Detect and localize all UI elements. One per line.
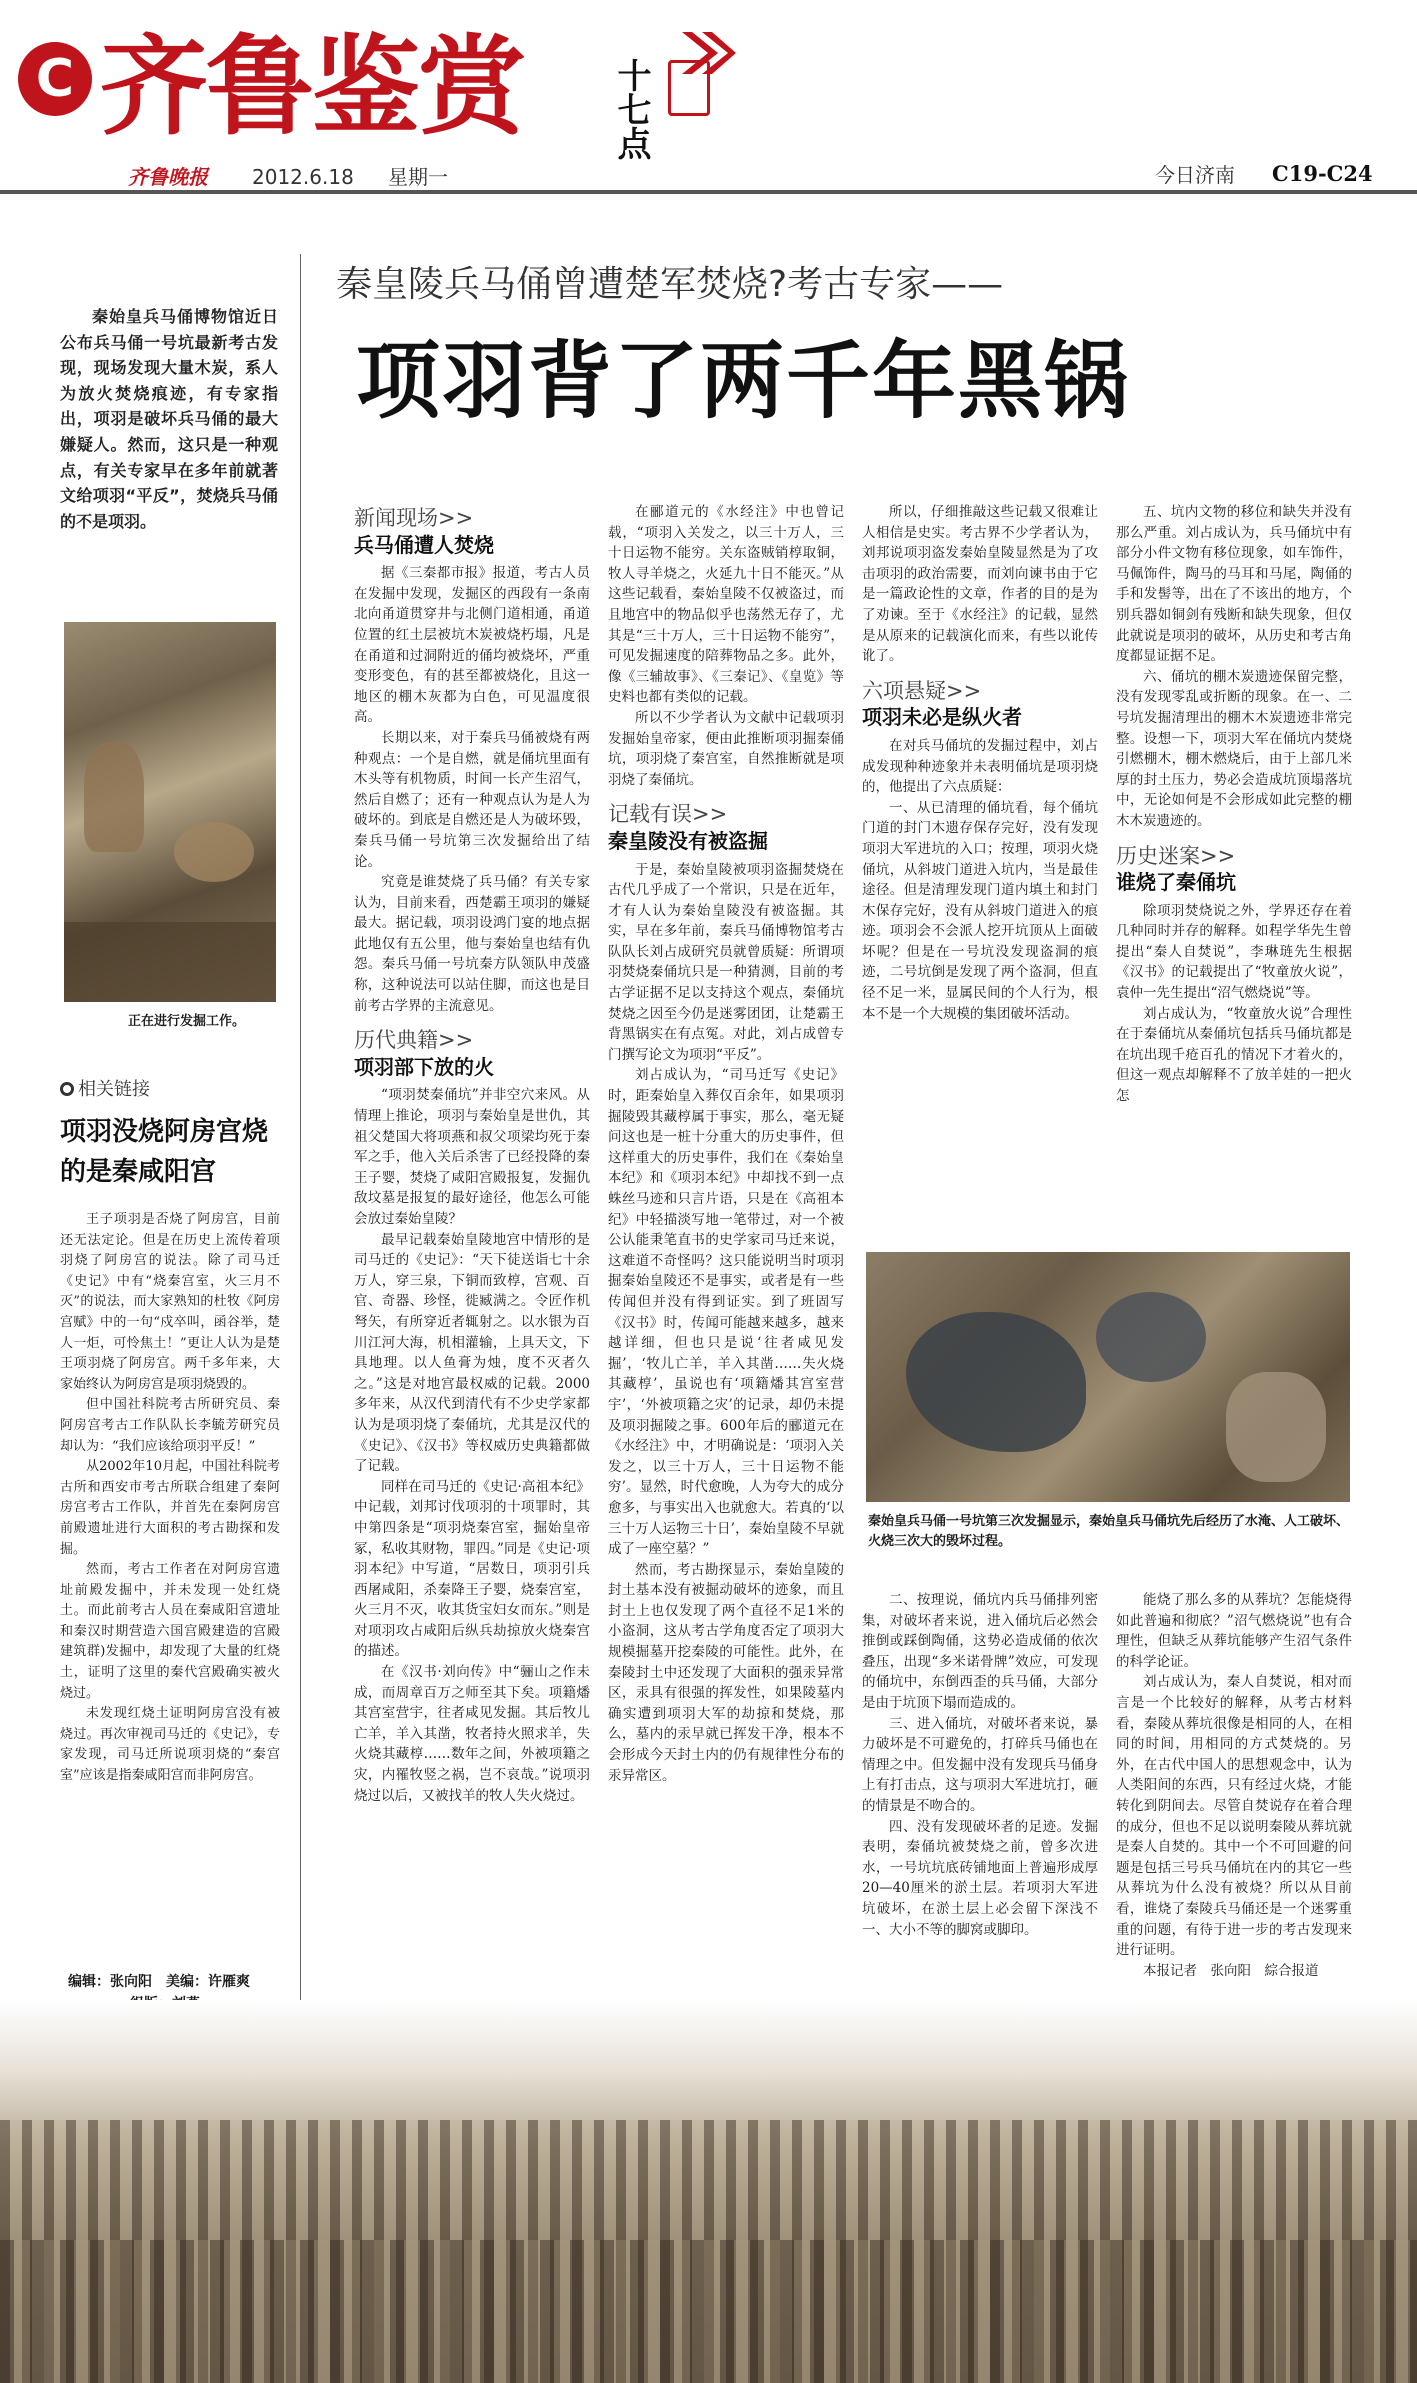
chevron-icon [678,28,738,78]
column-4-top: 五、坑内文物的移位和缺失并没有那么严重。刘占成认为，兵马俑坑中有部分小件文物有移位现象，如车饰件，马佩饰件，陶马的马耳和马尾，陶俑的手和发髻等，出在了不该出的地方，个别兵器如铜剑有残断和缺失现象，但仅此就说是项羽的破坏，从历史和考古角度都显证据不足。 六、俑坑的棚木炭遗迹保留完整，没有发现零乱或折断的现象。在一、二号坑发掘清理出的棚木木炭遗迹非常完整。设想一下，项羽大军在俑坑内焚烧引燃棚木，棚木燃烧后，由于上部几米厚的封土压力，势必会造成坑顶塌落坑中，无论如何是不会形成如此完整的棚木木炭遗迹的。 历史迷案>> 谁烧了秦俑坑 除项羽焚烧说之外，学界还存在着几种同时并存的解释。如程学华先生曾提出“秦人自焚说”，李琳琏先生根据《汉书》的记载提出了“牧童放火说”，袁仲一先生提出“沼气燃烧说”等。 刘占成认为，“牧童放火说”合理性在于秦俑坑从秦俑坑包括兵马俑坑都是在坑出现千疮百孔的情况下才着火的，但这一观点却解释不了放羊娃的一把火怎 [1116,504,1352,1105]
column-3-top: 所以，仔细推敲这些记载又很难让人相信是史实。考古界不少学者认为，刘邦说项羽盗发秦始皇陵显然是为了攻击项羽的政治需要，而刘向谏书由于它是一篇政论性的文章，作者的目的是为了劝谏。至于《水经注》的记载，显然是从原来的记载演化而来，有些以讹传讹了。 六项悬疑>> 项羽未必是纵火者 在对兵马俑坑的发掘过程中，刘占成发现种种迹象并未表明俑坑是项羽烧的，他提出了六点质疑： 一、从已清理的俑坑看，每个俑坑门道的封门木遗存保存完好，没有发现项羽大军进坑的入口；按理，项羽火烧俑坑，从斜坡门道进入坑内，当是最佳途径。但是清理发现门道内填土和封门木保存完好，没有从斜坡门道进入的痕迹。项羽会不会派人挖开坑顶从上面破坏呢？但是在一号坑没发现盗洞的痕迹，二号坑倒是发现了两个盗洞，但直径不足一米，显属民间的个人行为，根本不是一个大规模的集团破坏活动。 [862,504,1098,1022]
column-divider [300,254,301,2024]
warrior-fragments-photo [866,1252,1350,1502]
section-label-error: 记载有误>> [608,802,728,827]
section-title-error: 秦皇陵没有被盗掘 [608,828,768,853]
column-3-bottom: 二、按理说，俑坑内兵马俑排列密集，对破坏者来说，进入俑坑后必然会推倒或踩倒陶俑，这势必造成俑的依次叠压，出现“多米诺骨牌”效应，可发现的俑坑中，东倒西歪的兵马俑，大部分是由于坑顶下塌而造成的。 三、进入俑坑，对破坏者来说，暴力破坏是不可避免的，打碎兵马俑也在情理之中。但发掘中没有发现兵马俑身上有打击点，这与项羽大军进坑打，砸的情景是不吻合的。 四、没有发现破坏者的足迹。发掘表明，秦俑坑被焚烧之前，曾多次进水，一号坑坑底砖铺地面上普遍形成厚20—40厘米的淤土层。若项羽大军进坑破坏，在淤土层上必会留下深浅不一、大小不等的脚窝或脚印。 [862,1592,1098,1938]
headline-main: 项羽背了两千年黑锅 [356,332,1131,430]
section-label-history: 历代典籍>> [354,1028,474,1053]
section-title-history: 项羽部下放的火 [354,1054,494,1079]
side-title: 项羽没烧阿房宫烧的是秦咸阳宫 [60,1117,269,1187]
lead-paragraph: 秦始皇兵马俑博物馆近日公布兵马俑一号坑最新考古发现，现场发现大量木炭，系人为放火焚烧痕迹，有专家指出，项羽是破坏兵马俑的最大嫌疑人。然而，这只是一种观点，有关专家早在多年前就著文给项羽“平反”，焚烧兵马俑的不是项羽。 [60,307,278,531]
column-1: 新闻现场>> 兵马俑遭人焚烧 据《三秦都市报》报道，考古人员在发掘中发现，发掘区的西段有一条南北向甬道贯穿井与北侧门道相通，甬道位置的红土层被坑木炭被烧朽塌，凡是在甬道和过洞附近的俑均被烧坏，严重变形变色，有的甚至都被烧化，且这一地区的棚木灰都为白色，可见温度很高。 长期以来，对于秦兵马俑被烧有两种观点：一个是自燃，就是俑坑里面有木头等有机物质，时间一长产生沼气，然后自燃了；还有一种观点认为是人为破坏的。到底是自燃还是人为破坏毁，秦兵马俑一号坑第三次发掘给出了结论。 究竟是谁焚烧了兵马俑？有关专家认为，目前来看，西楚霸王项羽的嫌疑最大。据记载，项羽设鸿门宴的地点据此地仅有五公里，他与秦始皇也结有仇怨。秦兵马俑一号坑秦方队领队申茂盛称，这种说法可以站住脚，而这也是目前考古学界的主流意见。 历代典籍>> 项羽部下放的火 “项羽焚秦俑坑”并非空穴来风。从情理上推论，项羽与秦始皇是世仇，其祖父楚国大将项燕和叔父项梁均死于秦军之手，他入关后杀害了已经投降的秦王子婴，焚烧了咸阳宫殿报复，发掘仇敌坟墓是报复的最好途径，他怎么可能会放过秦始皇陵？ 最早记载秦始皇陵地宫中情形的是司马迁的《史记》：“天下徒送诣七十余万人，穿三泉，下铜而致椁，宫观、百官、奇器、珍怪，徙臧满之。令匠作机弩矢，有所穿近者辄射之。以水银为百川江河大海，机相灌输，上具天文，下具地理。以人鱼膏为烛，度不灭者久之。”这是对地宫最权威的记载。2000多年来，从汉代到清代有不少史学家都认为是项羽烧了秦俑坑，尤其是汉代的《史记》、《汉书》等权威历史典籍都做了记载。 同样在司马迁的《史记·高祖本纪》中记载，刘邦讨伐项羽的十项罪时，其中第四条是“项羽烧秦宫室，掘始皇帝冢，私收其财物，罪四。”同是《史记·项羽本纪》中写道，“居数日，项羽引兵西屠咸阳，杀秦降王子婴，烧秦宫室，火三月不灭，收其货宝妇女而东。”则是对项羽攻占咸阳后纵兵劫掠放火烧秦宫的描述。 在《汉书·刘向传》中“骊山之作未成，而周章百万之师至其下矣。项籍燔其宫室营宇，往者咸见发掘。其后牧儿亡羊，羊入其凿，牧者持火照求羊，失火烧其藏椁……数年之间，外被项籍之灾，内罹牧竖之祸，岂不哀哉。”说项羽烧过以后，又被找羊的牧人失火烧过。 [354,506,590,1804]
side-body: 王子项羽是否烧了阿房宫，目前还无法定论。但是在历史上流传着项羽烧了阿房宫的说法。除了司马迁《史记》中有“烧秦宫室，火三月不灭”的说法，而大家熟知的杜牧《阿房宫赋》中的一句“戍卒叫，函谷举，楚人一炬，可怜焦土！”更让人认为是楚王项羽烧了阿房宫。两千多年来，大家始终认为阿房宫是项羽烧毁的。 但中国社科院考古所研究员、秦阿房宫考古工作队队长李毓芳研究员却认为：“我们应该给项羽平反！” 从2002年10月起，中国社科院考古所和西安市考古所联合组建了秦阿房宫考古工作队，并首先在秦阿房宫前殿遗址进行大面积的考古勘探和发掘。 然而，考古工作者在对阿房宫遗址前殿发掘中，并未发现一处红烧土。而此前考古人员在秦咸阳宫遗址和秦汉时期营造六国宫殿建造的宫殿建筑群)发掘中，却发现了大量的红烧土，证明了这里的秦代宫殿确实被火烧过。 未发现红烧土证明阿房宫没有被烧过。再次审视司马迁的《史记》，专家发现，司马迁所说项羽烧的“秦宫室”应该是指秦咸阳宫而非阿房宫。 [60,1212,280,1784]
masthead-title: 齐鲁鉴赏 [100,24,525,150]
page-range: C19-C24 [1272,161,1373,186]
credits-line1: 编辑：张向阳 美编：许雁爽 [68,1974,250,1990]
terracotta-army-panorama [0,2000,1417,2383]
masthead-rule [0,190,1417,194]
column-4-bottom: 能烧了那么多的从葬坑？怎能烧得如此普遍和彻底？”沼气燃烧说”也有合理性，但缺乏从葬坑能够产生沼气条件的科学论证。 刘占成认为，秦人自焚说，相对而言是一个比较好的解释，从考古材料看，秦陵从葬坑很像是相同的人，在相同的时间，用相同的方式焚烧的。另外，在古代中国人的思想观念中，认为人类阳间的东西，只有经过火烧，才能转化到阴间去。尽管自焚说存在着合理的成分，但也不足以说明秦陵从葬坑就是秦人自焚的。其中一个不可回避的问题是包括三号兵马俑坑在内的其它一些从葬坑为什么没有被烧？所以从目前看，谁烧了秦陵兵马俑还是一个迷雾重重的问题，有待于进一步的考古发现来进行证明。 本报记者 张向阳 綜合报道 [1116,1592,1352,1979]
section-label-doubts: 六项悬疑>> [862,678,982,703]
link-icon [60,1082,74,1096]
excavation-photo [64,622,276,1002]
section-title-mystery: 谁烧了秦俑坑 [1116,870,1236,895]
related-tag-label: 相关链接 [78,1079,150,1100]
section-title-news: 兵马俑遭人焚烧 [354,532,494,557]
section-label-news: 新闻现场>> [354,506,474,530]
seal-text: 十七点 [611,58,651,160]
section-title-doubts: 项羽未必是纵火者 [862,705,1022,730]
logo-circle: C [18,42,92,116]
edition-name: 今日济南 [1155,163,1235,187]
section-label-mystery: 历史迷案>> [1116,843,1236,868]
issue-weekday: 星期一 [388,165,448,189]
column-2: 在郦道元的《水经注》中也曾记载，“项羽入关发之，以三十万人，三十日运物不能穷。关东盗贼销椁取铜，牧人寻羊烧之，火延九十日不能灭。”从这些记载看，秦始皇陵不仅被盗过，而且地宫中的物品似乎也荡然无存了，尤其是“三十万人，三十日运物不能穷”，可见发掘速度的陪葬物品之多。此外，像《三辅故事》、《三秦记》、《皇览》等史料也都有类似的记载。 所以不少学者认为文献中记载项羽发掘始皇帝家，便由此推断项羽掘秦俑坑，项羽烧了秦宫室，自然推断就是项羽烧了秦俑坑。 记载有误>> 秦皇陵没有被盗掘 于是，秦始皇陵被项羽盗掘焚烧在古代几乎成了一个常识，只是在近年，才有人认为秦始皇陵没有被盗掘。其实，早在多年前，秦兵马俑博物馆考古队队长刘占成研究员就曾质疑：所谓项羽焚烧秦俑坑只是一种猜测，目前的考古学证据不足以支持这个观点，秦俑坑焚烧之因至今仍是迷雾团团，让楚霸王背黑锅实在有点冤。对此，刘占成曾专门撰写论文为项羽“平反”。 刘占成认为，“司马迁写《史记》时，距秦始皇入葬仅百余年，如果项羽掘陵毁其藏椁属于事实，那么，毫无疑问这也是一桩十分重大的历史事件，但这样重大的历史事件，我们在《秦始皇本纪》和《项羽本纪》中却找不到一点蛛丝马迹和只言片语，只是在《高祖本纪》中轻描淡写地一笔带过，对一个被公认能秉笔直书的史学家司马迁来说，这难道不奇怪吗？这只能说明当时项羽掘秦始皇陵还不是事实，或者是有一些传闻但并没有得到证实。到了班固写《汉书》时，传闻可能越来越多，越来越详细，但也只是说‘往者咸见发掘’，‘牧儿亡羊，羊入其凿……失火烧其藏椁’，虽说也有‘项籍燔其宫室营宇’，‘外被项籍之灾’的记录，却仍未提及项羽掘陵之事。600年后的郦道元在《水经注》中，才明确说是：‘项羽入关发之，以三十万人，三十日运物不能穷’。显然，时代愈晚，人为夸大的成分愈多，与事实出入也就愈大。若真的‘以三十万人运物三十日’，秦始皇陵不早就成了一座空墓？” 然而，考古勘探显示，秦始皇陵的封土基本没有被掘动破坏的迹象，而且封土上也仅发现了两个直径不足1米的小盗洞，这从考古学角度否定了项羽大规模掘墓开挖秦陵的可能性。此外，在秦陵封土中还发现了大面积的强汞异常区，汞具有很强的挥发性，如果陵墓内确实遭到项羽大军的劫掠和焚烧，那么，墓内的汞早就已挥发干净，根本不会形成今天封土内的仍有规律性分布的汞异常区。 [608,504,844,1784]
headline-kicker: 秦皇陵兵马俑曾遭楚军焚烧?考古专家—— [336,264,1004,305]
photo2-caption: 秦始皇兵马俑一号坑第三次发掘显示，秦始皇兵马俑坑先后经历了水淹、人工破坏、火烧三次大的毁坏过程。 [868,1514,1350,1549]
related-tag [60,1078,150,1102]
photo1-caption: 正在进行发掘工作。 [128,1014,246,1029]
issue-date: 2012.6.18 [252,165,354,189]
paper-name: 齐鲁晚报 [128,165,208,189]
masthead [0,0,1417,190]
